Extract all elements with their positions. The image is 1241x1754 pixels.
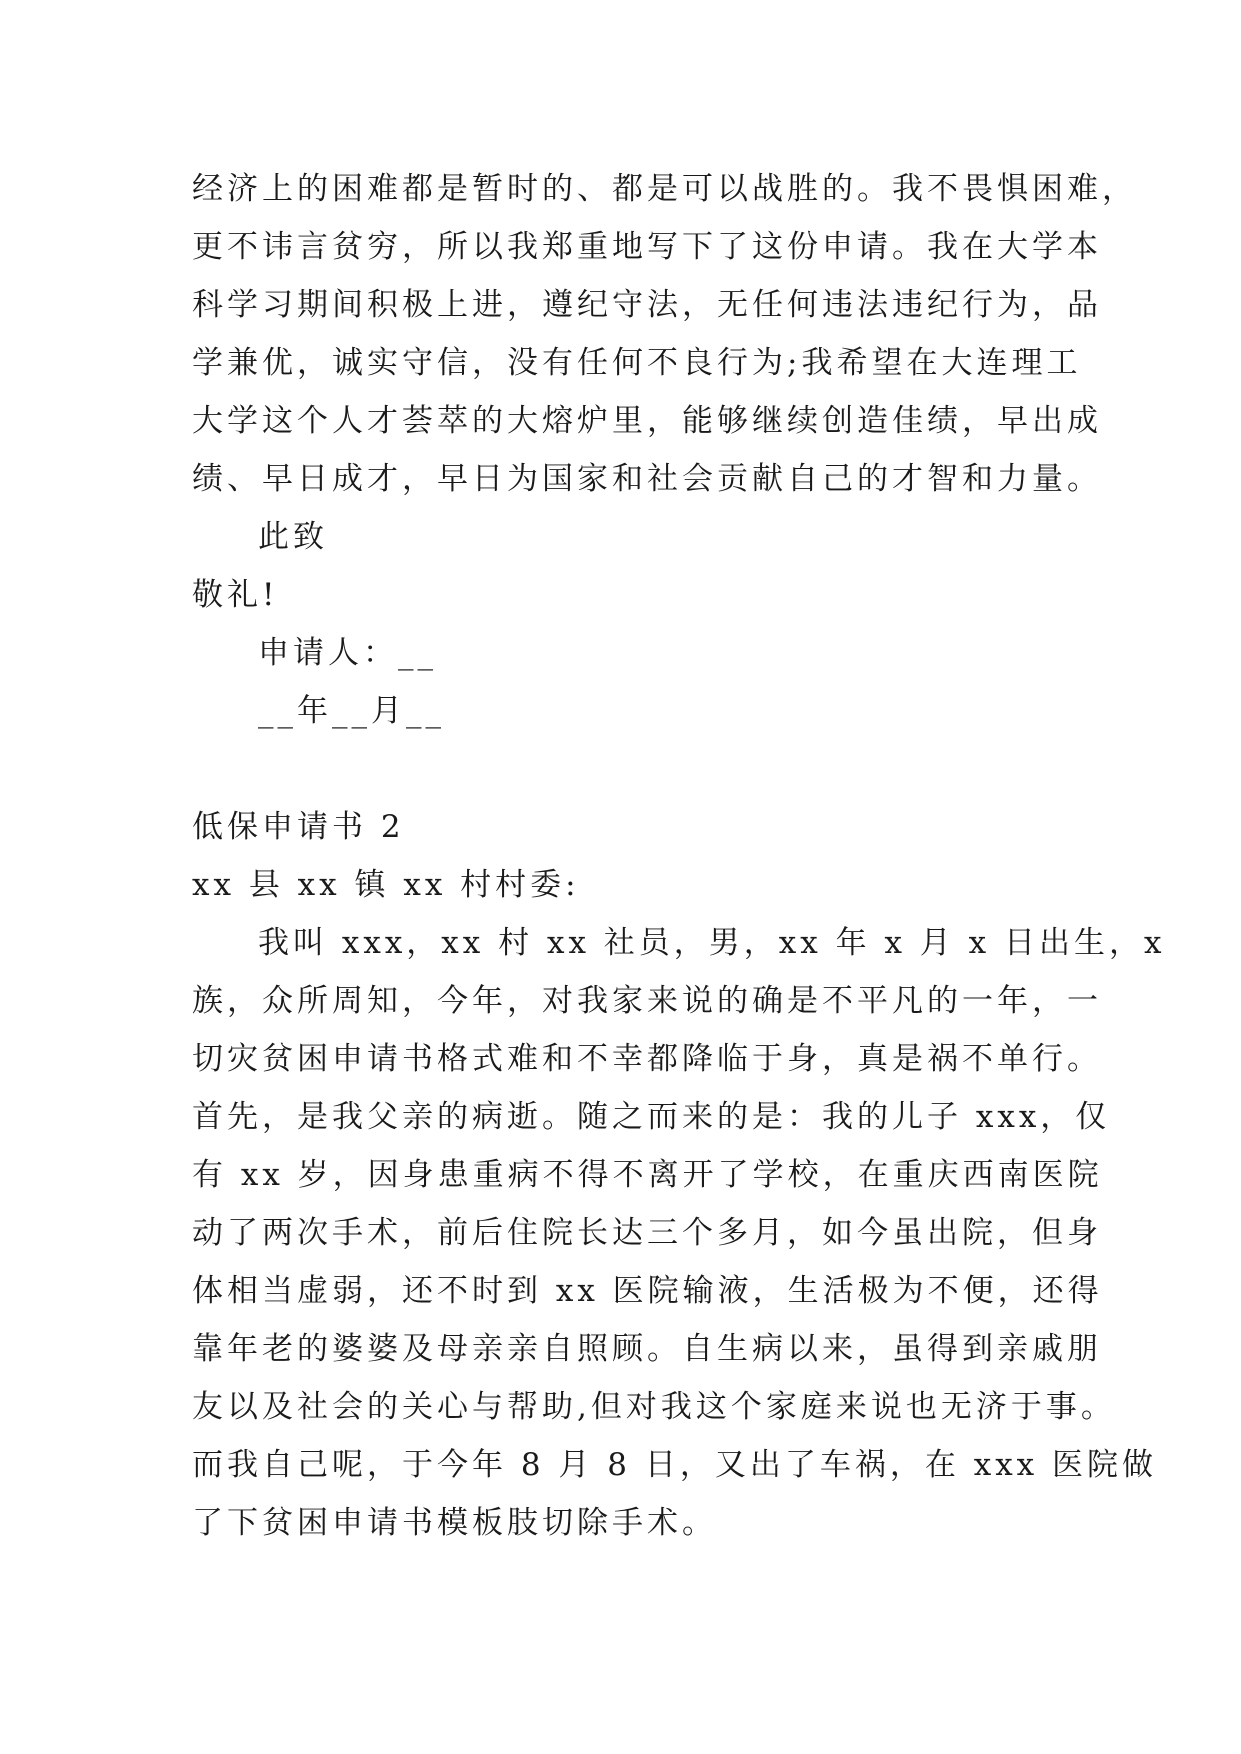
paragraph-line: 科学习期间积极上进，遵纪守法，无任何违法违纪行为，品	[192, 287, 1102, 323]
paragraph-line: 切灾贫困申请书格式难和不幸都降临于身，真是祸不单行。	[192, 1041, 1102, 1077]
section-2-title: 低保申请书 2	[192, 809, 405, 845]
paragraph-line: 绩、早日成才，早日为国家和社会贡献自己的才智和力量。	[192, 461, 1102, 497]
paragraph-line: 我叫 xxx，xx 村 xx 社员，男，xx 年 x 月 x 日出生，x	[258, 925, 1166, 961]
section-1-paragraph	[192, 160, 1137, 508]
paragraph-line: 体相当虚弱，还不时到 xx 医院输液，生活极为不便，还得	[192, 1273, 1103, 1309]
section-spacer	[192, 740, 1062, 798]
paragraph-line: 有 xx 岁，因身患重病不得不离开了学校，在重庆西南医院	[192, 1157, 1103, 1193]
application-date: __年__月__	[258, 693, 445, 729]
paragraph-line: 学兼优，诚实守信，没有任何不良行为;我希望在大连理工	[192, 345, 1082, 381]
closing-cizhi: 此致	[258, 519, 328, 555]
paragraph-line: 了下贫困申请书模板肢切除手术。	[192, 1505, 717, 1541]
closing-jingli: 敬礼!	[192, 577, 279, 613]
section-2-salutation: xx 县 xx 镇 xx 村村委:	[192, 867, 580, 903]
paragraph-line: 更不讳言贫穷，所以我郑重地写下了这份申请。我在大学本	[192, 229, 1102, 265]
applicant-signature: 申请人：__	[258, 635, 437, 671]
paragraph-line: 首先，是我父亲的病逝。随之而来的是：我的儿子 xxx，仅	[192, 1099, 1111, 1135]
document-body	[192, 160, 1166, 1552]
paragraph-line: 动了两次手术，前后住院长达三个多月，如今虽出院，但身	[192, 1215, 1102, 1251]
paragraph-line: 友以及社会的关心与帮助,但对我这个家庭来说也无济于事。	[192, 1389, 1116, 1425]
paragraph-line: 而我自己呢，于今年 8 月 8 日，又出了车祸，在 xxx 医院做	[192, 1447, 1158, 1483]
paragraph-line: 靠年老的婆婆及母亲亲自照顾。自生病以来，虽得到亲戚朋	[192, 1331, 1102, 1367]
paragraph-line: 族，众所周知，今年，对我家来说的确是不平凡的一年，一	[192, 983, 1102, 1019]
paragraph-line: 经济上的困难都是暂时的、都是可以战胜的。我不畏惧困难，	[192, 171, 1137, 207]
paragraph-line: 大学这个人才荟萃的大熔炉里，能够继续创造佳绩，早出成	[192, 403, 1102, 439]
section-2-paragraph	[192, 914, 1166, 1552]
